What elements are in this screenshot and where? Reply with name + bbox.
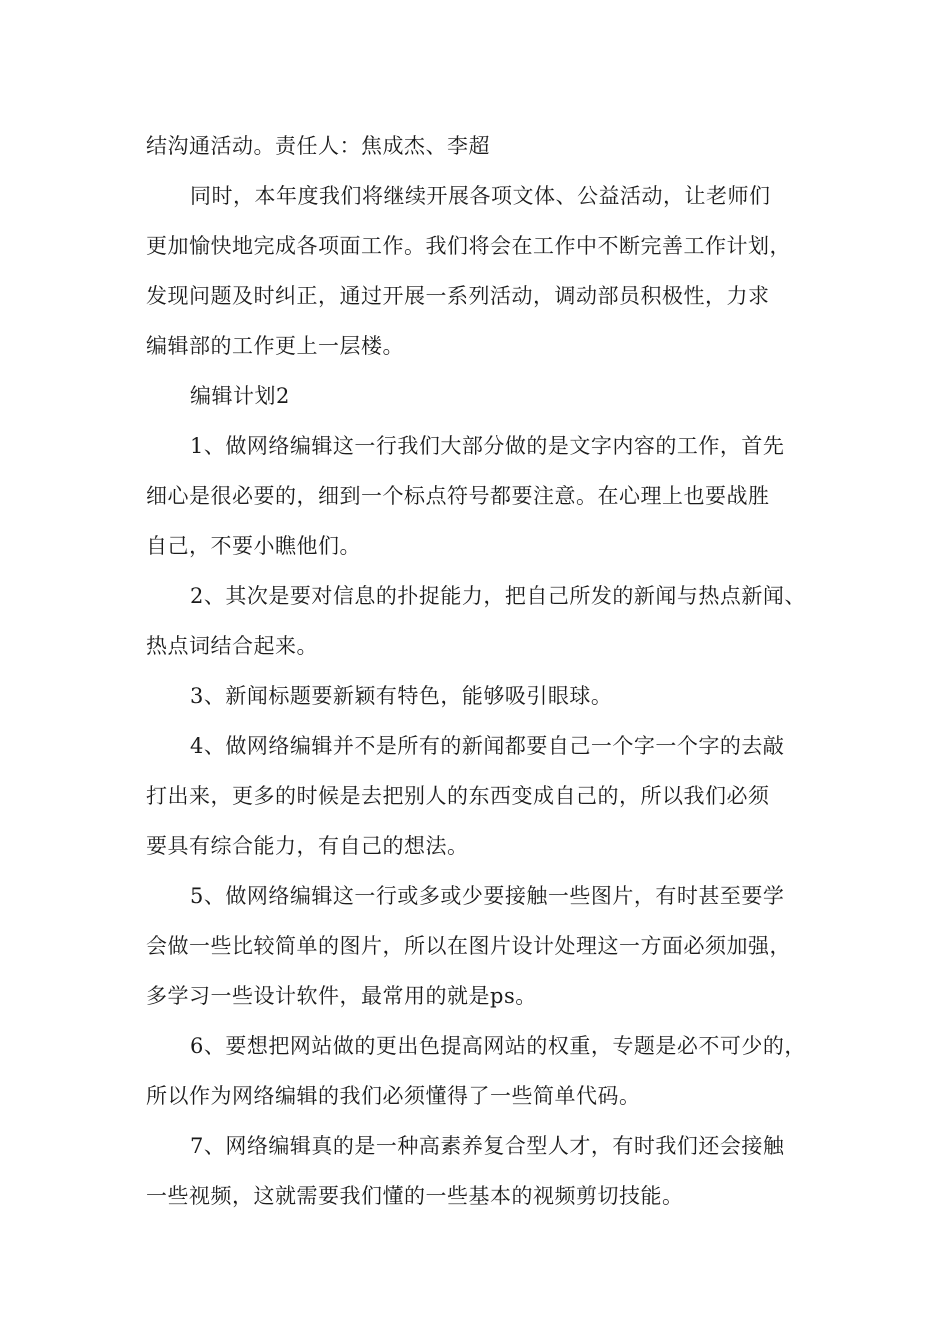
text-line: 多学习一些设计软件，最常用的就是ps。 [146, 984, 537, 1008]
text-line: 所以作为网络编辑的我们必须懂得了一些简单代码。 [146, 1084, 641, 1108]
text-line: 要具有综合能力，有自己的想法。 [146, 834, 469, 858]
text-line: 6、要想把网站做的更出色提高网站的权重，专题是必不可少的， [190, 1034, 806, 1058]
text-line: 打出来，更多的时候是去把别人的东西变成自己的，所以我们必须 [146, 784, 770, 808]
section-heading: 编辑计划2 [190, 384, 290, 408]
text-line: 会做一些比较简单的图片，所以在图片设计处理这一方面必须加强， [146, 934, 791, 958]
text-line: 同时，本年度我们将继续开展各项文体、公益活动，让老师们 [190, 184, 771, 208]
text-line: 4、做网络编辑并不是所有的新闻都要自己一个字一个字的去敲 [190, 734, 785, 758]
text-line: 热点词结合起来。 [146, 634, 318, 658]
text-line: 编辑部的工作更上一层楼。 [146, 334, 404, 358]
text-line: 一些视频，这就需要我们懂的一些基本的视频剪切技能。 [146, 1184, 684, 1208]
text-line: 5、做网络编辑这一行或多或少要接触一些图片，有时甚至要学 [190, 884, 785, 908]
text-line: 细心是很必要的，细到一个标点符号都要注意。在心理上也要战胜 [146, 484, 770, 508]
text-line: 1、做网络编辑这一行我们大部分做的是文字内容的工作，首先 [190, 434, 785, 458]
text-line: 结沟通活动。责任人：焦成杰、李超 [146, 134, 490, 158]
text-line: 更加愉快地完成各项面工作。我们将会在工作中不断完善工作计划， [146, 234, 791, 258]
text-line: 2、其次是要对信息的扑捉能力，把自己所发的新闻与热点新闻、 [190, 584, 806, 608]
text-line: 3、新闻标题要新颖有特色，能够吸引眼球。 [190, 684, 613, 708]
text-line: 自己，不要小瞧他们。 [146, 534, 361, 558]
text-line: 发现问题及时纠正，通过开展一系列活动，调动部员积极性，力求 [146, 284, 770, 308]
text-line: 7、网络编辑真的是一种高素养复合型人才，有时我们还会接触 [190, 1134, 785, 1158]
document-body [146, 134, 826, 1234]
